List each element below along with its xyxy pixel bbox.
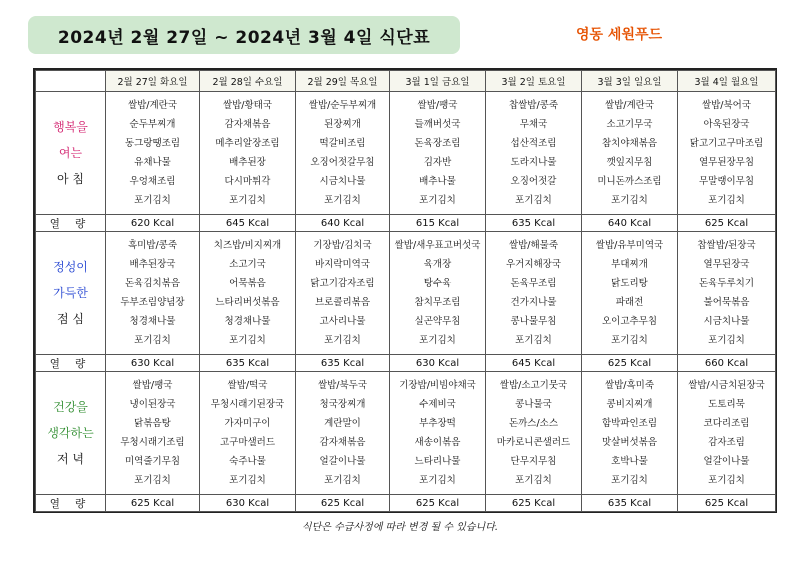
menu-cell <box>200 232 296 355</box>
footer-note: 식단은 수급사정에 따라 변경 될 수 있습니다. <box>301 522 499 533</box>
kcal-value: 625 Kcal <box>486 495 582 512</box>
menu-item: 배추된장국 <box>129 259 176 270</box>
menu-item: 포기김치 <box>419 475 456 486</box>
menu-item: 흑미밥/콩죽 <box>127 240 178 251</box>
menu-item: 청국장찌개 <box>319 399 366 410</box>
page-title: 2024년 2월 27일 ~ 2024년 3월 4일 식단표 <box>28 16 460 54</box>
menu-item: 된장찌개 <box>324 119 361 130</box>
menu-item: 떡갈비조림 <box>319 138 366 149</box>
kcal-row <box>36 215 776 232</box>
menu-item: 포기김치 <box>611 195 648 206</box>
menu-item: 쌀밥/황태국 <box>222 100 273 111</box>
menu-item: 두부조림양념장 <box>120 297 185 308</box>
menu-item: 김자반 <box>423 157 452 168</box>
kcal-value: 645 Kcal <box>486 355 582 372</box>
menu-cell <box>200 92 296 215</box>
menu-item: 무청시래기된장국 <box>210 399 285 410</box>
menu-item: 브로콜리볶음 <box>314 297 371 308</box>
menu-item: 바지락미역국 <box>314 259 371 270</box>
menu-item: 냉이된장국 <box>129 399 176 410</box>
menu-item: 고사리나물 <box>319 316 366 327</box>
menu-item: 감자채볶음 <box>224 119 271 130</box>
meal-label-line: 가득한 <box>53 286 88 300</box>
menu-item: 쌀밥/계란국 <box>127 100 178 111</box>
menu-item: 불어묵볶음 <box>703 297 750 308</box>
kcal-label: 열 량 <box>36 355 106 372</box>
menu-item: 아욱된장국 <box>703 119 750 130</box>
menu-item: 부추장떡 <box>419 418 456 429</box>
menu-item: 깻잎지무침 <box>606 157 653 168</box>
menu-item: 미니돈까스조림 <box>597 176 662 187</box>
menu-item: 쌀밥/유부미역국 <box>595 240 664 251</box>
menu-item: 쌀밥/팽국 <box>132 380 173 391</box>
menu-cell <box>296 232 390 355</box>
menu-item: 파래전 <box>615 297 644 308</box>
kcal-value: 625 Kcal <box>678 495 776 512</box>
company-name: 영동 세원푸드 <box>576 27 663 43</box>
menu-item: 감자채볶음 <box>319 437 366 448</box>
kcal-value: 625 Kcal <box>390 495 486 512</box>
menu-item: 포기김치 <box>708 335 745 346</box>
menu-item: 콩나물국 <box>515 399 552 410</box>
menu-item: 포기김치 <box>515 335 552 346</box>
menu-item: 우엉채조림 <box>129 176 176 187</box>
menu-item: 쌀밥/팽국 <box>417 100 458 111</box>
kcal-row <box>36 355 776 372</box>
menu-item: 느타리나물 <box>414 456 461 467</box>
meal-label <box>36 372 106 495</box>
menu-item: 치즈밥/비지찌개 <box>213 240 282 251</box>
menu-item: 포기김치 <box>515 195 552 206</box>
menu-item: 기장밥/김치국 <box>313 240 372 251</box>
menu-item: 포기김치 <box>611 335 648 346</box>
menu-item: 돈육김치볶음 <box>124 278 181 289</box>
menu-item: 닭고기감자조림 <box>310 278 375 289</box>
day-header: 2월 27일 화요일 <box>106 71 200 92</box>
menu-cell <box>678 372 776 495</box>
meal-label <box>36 232 106 355</box>
menu-item: 돈육장조림 <box>414 138 461 149</box>
menu-item: 숙주나물 <box>229 456 266 467</box>
menu-item: 쌀밥/해물죽 <box>508 240 559 251</box>
menu-item: 쌀밥/떡국 <box>227 380 268 391</box>
kcal-value: 625 Kcal <box>106 495 200 512</box>
menu-item: 도라지나물 <box>510 157 557 168</box>
menu-item: 포기김치 <box>134 195 171 206</box>
menu-item: 유채나물 <box>134 157 171 168</box>
meal-row <box>36 232 776 355</box>
menu-item: 돈까스/소스 <box>508 418 559 429</box>
meal-label <box>36 92 106 215</box>
menu-item: 열무된장국 <box>703 259 750 270</box>
menu-item: 기장밥/비빔야채국 <box>399 380 476 391</box>
meal-label-line: 아 침 <box>57 172 84 186</box>
menu-item: 가자미구이 <box>224 418 271 429</box>
menu-item: 우거지해장국 <box>505 259 562 270</box>
menu-item: 닭도리탕 <box>611 278 648 289</box>
menu-item: 열무된장무침 <box>698 157 755 168</box>
meal-label-line: 행복을 <box>53 120 88 134</box>
menu-item: 실곤약무침 <box>414 316 461 327</box>
menu-cell <box>678 92 776 215</box>
menu-cell <box>200 372 296 495</box>
menu-item: 포기김치 <box>324 475 361 486</box>
kcal-value: 630 Kcal <box>390 355 486 372</box>
kcal-value: 645 Kcal <box>200 215 296 232</box>
menu-body <box>36 92 776 512</box>
menu-item: 오징어젓갈무침 <box>310 157 375 168</box>
meal-label-line: 생각하는 <box>47 426 94 440</box>
menu-item: 느타리버섯볶음 <box>215 297 280 308</box>
menu-item: 돈육두루치기 <box>698 278 755 289</box>
menu-item: 단무지무침 <box>510 456 557 467</box>
menu-item: 돈육무조림 <box>510 278 557 289</box>
kcal-value: 625 Kcal <box>296 495 390 512</box>
menu-item: 무채국 <box>519 119 548 130</box>
day-header: 3월 2일 토요일 <box>486 71 582 92</box>
kcal-value: 660 Kcal <box>678 355 776 372</box>
menu-item: 포기김치 <box>134 335 171 346</box>
menu-item: 포기김치 <box>229 335 266 346</box>
day-header: 3월 1일 금요일 <box>390 71 486 92</box>
menu-table-frame <box>33 68 777 513</box>
menu-cell <box>390 372 486 495</box>
menu-item: 찹쌀밥/된장국 <box>697 240 756 251</box>
menu-cell <box>106 92 200 215</box>
menu-item: 참치야채볶음 <box>601 138 658 149</box>
meal-label-line: 저 녁 <box>57 452 84 466</box>
meal-row <box>36 92 776 215</box>
kcal-value: 620 Kcal <box>106 215 200 232</box>
menu-item: 코다리조림 <box>703 418 750 429</box>
menu-item: 쌀밥/시금치된장국 <box>688 380 765 391</box>
menu-table <box>35 70 776 512</box>
menu-item: 쌀밥/북두국 <box>317 380 368 391</box>
kcal-value: 640 Kcal <box>296 215 390 232</box>
menu-item: 청경채나물 <box>224 316 271 327</box>
menu-item: 탕수육 <box>423 278 452 289</box>
day-header: 3월 4일 월요일 <box>678 71 776 92</box>
menu-item: 포기김치 <box>324 195 361 206</box>
menu-item: 쌀밥/계란국 <box>604 100 655 111</box>
menu-item: 건가지나물 <box>510 297 557 308</box>
menu-item: 포기김치 <box>708 195 745 206</box>
menu-item: 고구마샐러드 <box>219 437 276 448</box>
menu-item: 콩나물무침 <box>510 316 557 327</box>
menu-item: 포기김치 <box>324 335 361 346</box>
menu-item: 시금치나물 <box>703 316 750 327</box>
menu-item: 소고기무국 <box>606 119 653 130</box>
menu-item: 닭볶음탕 <box>134 418 171 429</box>
menu-item: 포기김치 <box>229 195 266 206</box>
kcal-value: 625 Kcal <box>678 215 776 232</box>
menu-item: 쌀밥/새우표고버섯국 <box>394 240 481 251</box>
kcal-label: 열 량 <box>36 495 106 512</box>
menu-item: 새송이볶음 <box>414 437 461 448</box>
kcal-value: 625 Kcal <box>582 355 678 372</box>
menu-item: 시금치나물 <box>319 176 366 187</box>
menu-item: 배추나물 <box>419 176 456 187</box>
day-header-row <box>36 71 776 92</box>
kcal-value: 630 Kcal <box>200 495 296 512</box>
kcal-value: 640 Kcal <box>582 215 678 232</box>
kcal-value: 635 Kcal <box>582 495 678 512</box>
menu-item: 도토리묵 <box>708 399 745 410</box>
menu-cell <box>106 232 200 355</box>
menu-cell <box>678 232 776 355</box>
menu-item: 미역줄기무침 <box>124 456 181 467</box>
day-header: 3월 3일 일요일 <box>582 71 678 92</box>
menu-item: 맛살버섯볶음 <box>601 437 658 448</box>
day-header: 2월 28일 수요일 <box>200 71 296 92</box>
menu-item: 순두부찌개 <box>129 119 176 130</box>
menu-item: 섭산적조림 <box>510 138 557 149</box>
day-header: 2월 29일 목요일 <box>296 71 390 92</box>
menu-item: 감자조림 <box>708 437 745 448</box>
menu-item: 동그랑땡조림 <box>124 138 181 149</box>
header-corner <box>36 71 106 92</box>
menu-cell <box>106 372 200 495</box>
menu-cell <box>582 92 678 215</box>
menu-cell <box>582 372 678 495</box>
menu-item: 참치무조림 <box>414 297 461 308</box>
menu-item: 오징어젓갈 <box>510 176 557 187</box>
menu-cell <box>390 232 486 355</box>
kcal-row <box>36 495 776 512</box>
kcal-value: 635 Kcal <box>486 215 582 232</box>
menu-item: 무청시래기조림 <box>120 437 185 448</box>
menu-item: 얼갈이나물 <box>703 456 750 467</box>
menu-item: 쌀밥/흑미죽 <box>604 380 655 391</box>
menu-item: 포기김치 <box>611 475 648 486</box>
menu-cell <box>390 92 486 215</box>
menu-item: 다시마튀각 <box>224 176 271 187</box>
kcal-value: 635 Kcal <box>200 355 296 372</box>
menu-cell <box>582 232 678 355</box>
menu-cell <box>296 92 390 215</box>
menu-item: 얼갈이나물 <box>319 456 366 467</box>
menu-item: 청경채나물 <box>129 316 176 327</box>
menu-item: 배추된장 <box>229 157 266 168</box>
menu-item: 포기김치 <box>419 335 456 346</box>
menu-item: 포기김치 <box>419 195 456 206</box>
meal-label-line: 건강을 <box>53 400 88 414</box>
menu-item: 오이고추무침 <box>601 316 658 327</box>
menu-cell <box>486 372 582 495</box>
menu-item: 메추리알장조림 <box>215 138 280 149</box>
menu-item: 콩비지찌개 <box>606 399 653 410</box>
menu-item: 쌀밥/순두부찌개 <box>308 100 377 111</box>
menu-item: 소고기국 <box>229 259 266 270</box>
menu-cell <box>486 232 582 355</box>
meal-label-line: 여는 <box>58 146 83 160</box>
menu-item: 육개장 <box>423 259 452 270</box>
kcal-value: 630 Kcal <box>106 355 200 372</box>
menu-cell <box>486 92 582 215</box>
menu-cell <box>296 372 390 495</box>
menu-item: 계란말이 <box>324 418 361 429</box>
meal-row <box>36 372 776 495</box>
menu-item: 포기김치 <box>134 475 171 486</box>
menu-item: 무말랭이무침 <box>698 176 755 187</box>
kcal-value: 635 Kcal <box>296 355 390 372</box>
menu-item: 포기김치 <box>515 475 552 486</box>
menu-item: 포기김치 <box>708 475 745 486</box>
menu-item: 부대찌개 <box>611 259 648 270</box>
menu-item: 찹쌀밥/콩죽 <box>508 100 559 111</box>
menu-item: 호박나물 <box>611 456 648 467</box>
menu-item: 쌀밥/북어국 <box>701 100 752 111</box>
menu-item: 포기김치 <box>229 475 266 486</box>
kcal-label: 열 량 <box>36 215 106 232</box>
menu-item: 닭고기고구마조림 <box>689 138 764 149</box>
menu-item: 수제비국 <box>419 399 456 410</box>
kcal-value: 615 Kcal <box>390 215 486 232</box>
menu-item: 어묵볶음 <box>229 278 266 289</box>
menu-item: 쌀밥/소고기뭇국 <box>499 380 568 391</box>
menu-item: 함박파인조림 <box>601 418 658 429</box>
meal-label-line: 정성이 <box>53 260 88 274</box>
menu-item: 마카로니콘샐러드 <box>496 437 571 448</box>
menu-item: 들깨버섯국 <box>414 119 461 130</box>
meal-label-line: 점 심 <box>57 312 84 326</box>
